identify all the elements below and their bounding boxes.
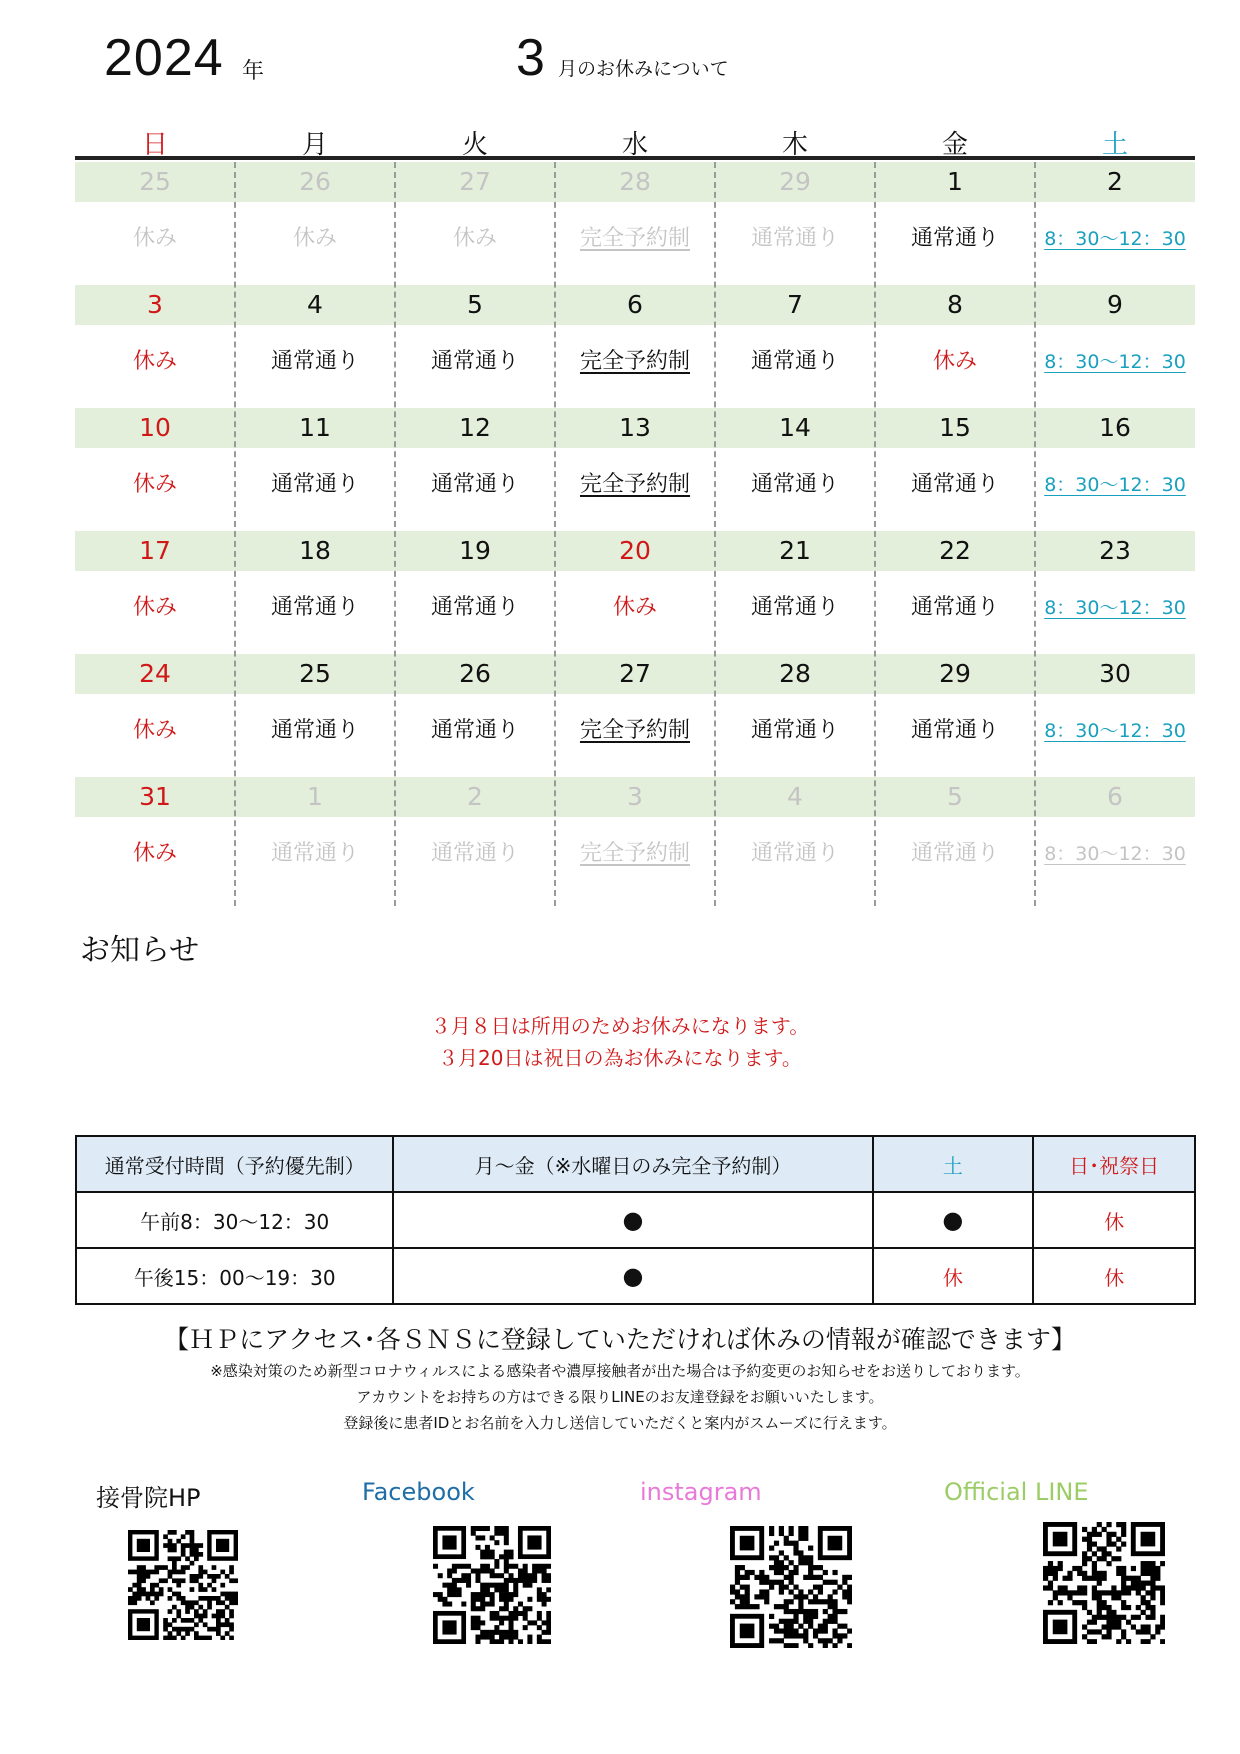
- calendar-status: 通常通り: [430, 349, 519, 374]
- calendar-status[interactable]: 8：30～12：30: [1044, 228, 1186, 250]
- calendar-status: 通常通り: [910, 718, 999, 743]
- calendar-status: 休み: [612, 595, 657, 620]
- calendar-status: 通常通り: [430, 472, 519, 497]
- calendar-status: 通常通り: [750, 472, 839, 497]
- calendar-date: 7: [787, 290, 803, 319]
- calendar-date: 28: [619, 167, 651, 196]
- calendar-date: 28: [779, 659, 811, 688]
- page-title: 月のお休みについて: [558, 58, 729, 80]
- calendar-date: 22: [939, 536, 971, 565]
- calendar-date: 12: [459, 413, 491, 442]
- calendar-date: 20: [619, 536, 651, 565]
- calendar-status: 通常通り: [750, 718, 839, 743]
- calendar-status: 休み: [132, 595, 177, 620]
- calendar-status: 完全予約制: [579, 472, 690, 497]
- calendar-status: 休み: [132, 718, 177, 743]
- calendar-date: 18: [299, 536, 331, 565]
- note-line: ※感染対策のため新型コロナウィルスによる感染者や濃厚接触者が出た場合は予約変更のお知らせをお送りしております。: [210, 1362, 1030, 1380]
- hours-table-header: [76, 1136, 1195, 1192]
- weekday-header: 木: [781, 130, 808, 160]
- note-line: 登録後に患者IDとお名前を入力し送信していただくと案内がスムーズに行えます。: [343, 1414, 897, 1432]
- qr-code-icon[interactable]: [730, 1526, 852, 1648]
- calendar-status: 休み: [132, 841, 177, 866]
- column-divider: [1034, 162, 1036, 906]
- calendar-date: 25: [139, 167, 171, 196]
- calendar-status: 休み: [292, 226, 337, 251]
- calendar-status: 完全予約制: [579, 841, 690, 866]
- calendar-status: 通常通り: [750, 595, 839, 620]
- calendar-status: 通常通り: [910, 841, 999, 866]
- table-row: [76, 1248, 1195, 1304]
- calendar-date: 4: [307, 290, 323, 319]
- calendar-status: 通常通り: [910, 595, 999, 620]
- calendar-date: 27: [619, 659, 651, 688]
- header-cell: 月～金（※水曜日のみ完全予約制）: [393, 1136, 872, 1192]
- header-cell: 通常受付時間（予約優先制）: [76, 1136, 393, 1192]
- calendar-status: 通常通り: [430, 595, 519, 620]
- column-divider: [874, 162, 876, 906]
- calendar-date: 21: [779, 536, 811, 565]
- calendar-date: 2: [467, 782, 483, 811]
- calendar-date: 1: [947, 167, 963, 196]
- calendar-status: 完全予約制: [579, 349, 690, 374]
- calendar-status: 通常通り: [750, 226, 839, 251]
- calendar-date: 24: [139, 659, 171, 688]
- calendar-date: 25: [299, 659, 331, 688]
- hours-table: [75, 1135, 1196, 1305]
- calendar-date: 15: [939, 413, 971, 442]
- calendar-date: 5: [467, 290, 483, 319]
- calendar-status: 通常通り: [270, 841, 359, 866]
- month: 3: [516, 29, 545, 87]
- hours-label: 午後15：00～19：30: [76, 1248, 393, 1304]
- calendar-status: 通常通り: [430, 718, 519, 743]
- calendar-date: 23: [1099, 536, 1131, 565]
- calendar-status: 休み: [132, 349, 177, 374]
- qr-code-icon[interactable]: [128, 1530, 238, 1640]
- calendar-status: 通常通り: [430, 841, 519, 866]
- calendar-status[interactable]: 8：30～12：30: [1044, 474, 1186, 496]
- weekday-header: 土: [1101, 130, 1128, 160]
- calendar-date: 29: [939, 659, 971, 688]
- calendar-status: 通常通り: [910, 472, 999, 497]
- weekday-availability: ●: [393, 1192, 872, 1248]
- hours-label: 午前8：30～12：30: [76, 1192, 393, 1248]
- qr-label-instagram[interactable]: instagram: [640, 1478, 762, 1506]
- calendar-status: 休み: [932, 349, 977, 374]
- weekday-header: 金: [941, 130, 968, 160]
- calendar-date: 19: [459, 536, 491, 565]
- calendar-date: 3: [147, 290, 163, 319]
- column-divider: [554, 162, 556, 906]
- sns-headline: 【ＨＰにアクセス･各ＳＮＳに登録していただければ休みの情報が確認できます】: [164, 1325, 1076, 1354]
- column-divider: [394, 162, 396, 906]
- calendar-date: 26: [459, 659, 491, 688]
- calendar-status: 完全予約制: [579, 718, 690, 743]
- table-row: [76, 1192, 1195, 1248]
- calendar-status: 通常通り: [270, 718, 359, 743]
- calendar-date: 14: [779, 413, 811, 442]
- calendar-status: 8：30～12：30: [1044, 843, 1186, 865]
- calendar-date: 16: [1099, 413, 1131, 442]
- holiday-availability: 休: [1033, 1248, 1195, 1304]
- calendar-status: 通常通り: [270, 595, 359, 620]
- qr-code-icon[interactable]: [1043, 1522, 1165, 1644]
- calendar-date: 27: [459, 167, 491, 196]
- calendar-status[interactable]: 8：30～12：30: [1044, 351, 1186, 373]
- calendar-date: 26: [299, 167, 331, 196]
- calendar-date: 10: [139, 413, 171, 442]
- calendar-date: 4: [787, 782, 803, 811]
- saturday-availability: 休: [873, 1248, 1034, 1304]
- weekday-availability: ●: [393, 1248, 872, 1304]
- calendar-status: 通常通り: [750, 349, 839, 374]
- calendar-status[interactable]: 8：30～12：30: [1044, 597, 1186, 619]
- calendar-date: 31: [139, 782, 171, 811]
- weekday-header: 火: [461, 130, 488, 160]
- calendar-status: 通常通り: [270, 349, 359, 374]
- notice-line: ３月20日は祝日の為お休みになります。: [438, 1046, 802, 1070]
- calendar-status: 休み: [132, 226, 177, 251]
- calendar: [75, 116, 1195, 906]
- calendar-status: 休み: [452, 226, 497, 251]
- calendar-status[interactable]: 8：30～12：30: [1044, 720, 1186, 742]
- weekday-header: 月: [301, 130, 328, 160]
- calendar-status: 通常通り: [750, 841, 839, 866]
- calendar-date: 29: [779, 167, 811, 196]
- calendar-date: 6: [1107, 782, 1123, 811]
- column-divider: [234, 162, 236, 906]
- notice-title: お知らせ: [80, 933, 200, 968]
- calendar-status: 休み: [132, 472, 177, 497]
- calendar-date: 5: [947, 782, 963, 811]
- calendar-date: 3: [627, 782, 643, 811]
- qr-label-facebook[interactable]: Facebook: [362, 1478, 475, 1506]
- calendar-date: 8: [947, 290, 963, 319]
- qr-label-line[interactable]: Official LINE: [944, 1478, 1089, 1506]
- calendar-status: 通常通り: [270, 472, 359, 497]
- year-unit: 年: [242, 59, 265, 84]
- weekday-header: 水: [621, 130, 648, 160]
- notice-line: ３月８日は所用のためお休みになります。: [430, 1014, 810, 1038]
- holiday-availability: 休: [1033, 1192, 1195, 1248]
- note-line: アカウントをお持ちの方はできる限りLINEのお友達登録をお願いいたします。: [356, 1388, 884, 1406]
- header-cell: 土: [873, 1136, 1034, 1192]
- calendar-date: 1: [307, 782, 323, 811]
- calendar-date: 2: [1107, 167, 1123, 196]
- calendar-date: 11: [299, 413, 331, 442]
- calendar-status: 通常通り: [910, 226, 999, 251]
- calendar-date: 9: [1107, 290, 1123, 319]
- calendar-status: 完全予約制: [579, 226, 690, 251]
- qr-code-icon[interactable]: [433, 1526, 551, 1644]
- qr-label-hp: 接骨院HP: [96, 1484, 201, 1512]
- header-cell: 日･祝祭日: [1033, 1136, 1195, 1192]
- column-divider: [714, 162, 716, 906]
- calendar-date: 6: [627, 290, 643, 319]
- calendar-date: 17: [139, 536, 171, 565]
- calendar-date: 13: [619, 413, 651, 442]
- calendar-date: 30: [1099, 659, 1131, 688]
- year: 2024: [104, 29, 224, 87]
- weekday-header: 日: [141, 130, 168, 160]
- saturday-availability: ●: [873, 1192, 1034, 1248]
